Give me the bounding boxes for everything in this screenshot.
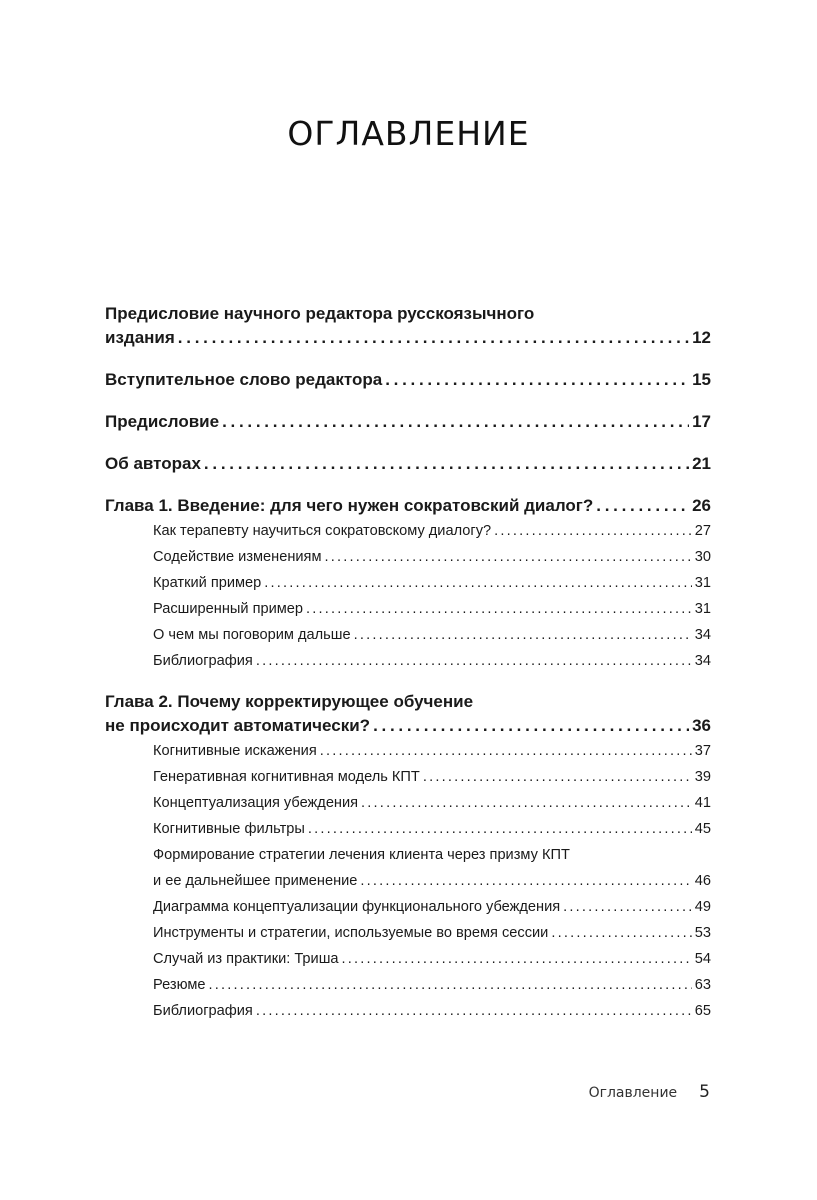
toc-entry-chapter2[interactable] [105,714,711,738]
toc-entry-page: 65 [694,1003,711,1019]
toc-subentry-strategy-line1: Формирование стратегии лечения клиента через призму КПТ [153,847,570,863]
toc-subentry[interactable] [153,622,711,648]
chapter1-subentries [105,518,711,674]
toc-entry-page: 53 [694,925,711,941]
chapter2-subentries [105,738,711,1024]
toc-entry-label: О чем мы поговорим дальше [153,627,351,643]
toc-entry-page: 12 [692,328,711,347]
leader-dots [563,894,692,920]
leader-dots [423,764,692,790]
toc-entry-preface-editor[interactable] [105,326,711,350]
leader-dots [385,368,689,392]
toc-entry-label: издания [105,328,175,347]
leader-dots [354,622,692,648]
toc-subentry[interactable] [153,816,711,842]
toc-entry-label: Диаграмма концептуализации функционального убеждения [153,899,561,915]
page-footer [589,1082,710,1102]
toc-entry-page: 17 [692,412,711,431]
leader-dots [264,570,691,596]
toc-subentry[interactable] [153,596,711,622]
leader-dots [342,946,692,972]
toc-entry-page: 54 [694,951,711,967]
toc-entry-chapter2-line1: Глава 2. Почему корректирующее обучение [105,692,474,711]
leader-dots [222,410,689,434]
toc-entry-page: 46 [694,873,711,889]
table-of-contents [105,302,711,1024]
toc-entry-preface[interactable] [105,410,711,434]
toc-subentry[interactable] [153,648,711,674]
toc-entry-page: 49 [694,899,711,915]
toc-entry-label: Предисловие [105,412,220,431]
toc-entry-preface-editor-line1: Предисловие научного редактора русскоязычного [105,304,535,323]
toc-subentry[interactable] [153,946,711,972]
toc-subentry[interactable] [153,544,711,570]
toc-entry-label: Библиография [153,1003,253,1019]
leader-dots [256,648,692,674]
page-number: 5 [699,1082,710,1102]
toc-entry-page: 31 [694,575,711,591]
toc-entry-label: Содействие изменениям [153,549,322,565]
toc-entry-label: и ее дальнейшее применение [153,873,358,889]
toc-entry-label: Об авторах [105,454,201,473]
toc-entry-label: Вступительное слово редактора [105,370,383,389]
page-title: ОГЛАВЛЕНИЕ [287,114,530,154]
toc-subentry[interactable] [153,894,711,920]
leader-dots [325,544,692,570]
toc-subentry[interactable] [153,764,711,790]
toc-entry-label: Инструменты и стратегии, используемые во время сессии [153,925,549,941]
toc-entry-label: Резюме [153,977,206,993]
leader-dots [178,326,689,350]
toc-entry-page: 15 [692,370,711,389]
toc-entry-label: Генеративная когнитивная модель КПТ [153,769,420,785]
toc-subentry[interactable] [153,790,711,816]
toc-entry-page: 41 [694,795,711,811]
toc-entry-label: не происходит автоматически? [105,716,371,735]
toc-entry-label: Как терапевту научиться сократовскому диалогу? [153,523,492,539]
toc-subentry[interactable] [153,920,711,946]
leader-dots [360,868,691,894]
leader-dots [308,816,692,842]
toc-entry-label: Случай из практики: Триша [153,951,339,967]
toc-entry-page: 26 [692,496,711,515]
leader-dots [204,452,689,476]
toc-subentry[interactable] [153,998,711,1024]
toc-entry-page: 31 [694,601,711,617]
toc-subentry-strategy[interactable] [153,868,711,894]
toc-entry-page: 34 [694,653,711,669]
toc-entry-page: 37 [694,743,711,759]
leader-dots [209,972,692,998]
leader-dots [551,920,691,946]
leader-dots [596,494,689,518]
toc-entry-chapter1[interactable] [105,494,711,518]
toc-entry-authors[interactable] [105,452,711,476]
toc-entry-label: Библиография [153,653,253,669]
toc-entry-label: Когнитивные искажения [153,743,317,759]
toc-entry-label: Концептуализация убеждения [153,795,359,811]
running-footer-label: Оглавление [588,1085,678,1101]
toc-entry-page: 34 [694,627,711,643]
toc-entry-intro-editor[interactable] [105,368,711,392]
leader-dots [306,596,692,622]
toc-subentry[interactable] [153,518,711,544]
toc-entry-page: 63 [694,977,711,993]
toc-subentry[interactable] [153,570,711,596]
toc-entry-page: 45 [694,821,711,837]
toc-entry-label: Глава 1. Введение: для чего нужен сократовский диалог? [105,496,594,515]
toc-entry-page: 27 [694,523,711,539]
toc-entry-page: 39 [694,769,711,785]
toc-entry-page: 30 [694,549,711,565]
toc-subentry[interactable] [153,972,711,998]
toc-entry-label: Краткий пример [153,575,262,591]
leader-dots [361,790,692,816]
toc-entry-label: Расширенный пример [153,601,304,617]
toc-entry-label: Когнитивные фильтры [153,821,305,837]
leader-dots [373,714,689,738]
leader-dots [256,998,692,1024]
toc-entry-page: 36 [692,716,711,735]
leader-dots [320,738,692,764]
leader-dots [494,518,692,544]
toc-entry-page: 21 [692,454,711,473]
toc-subentry[interactable] [153,738,711,764]
